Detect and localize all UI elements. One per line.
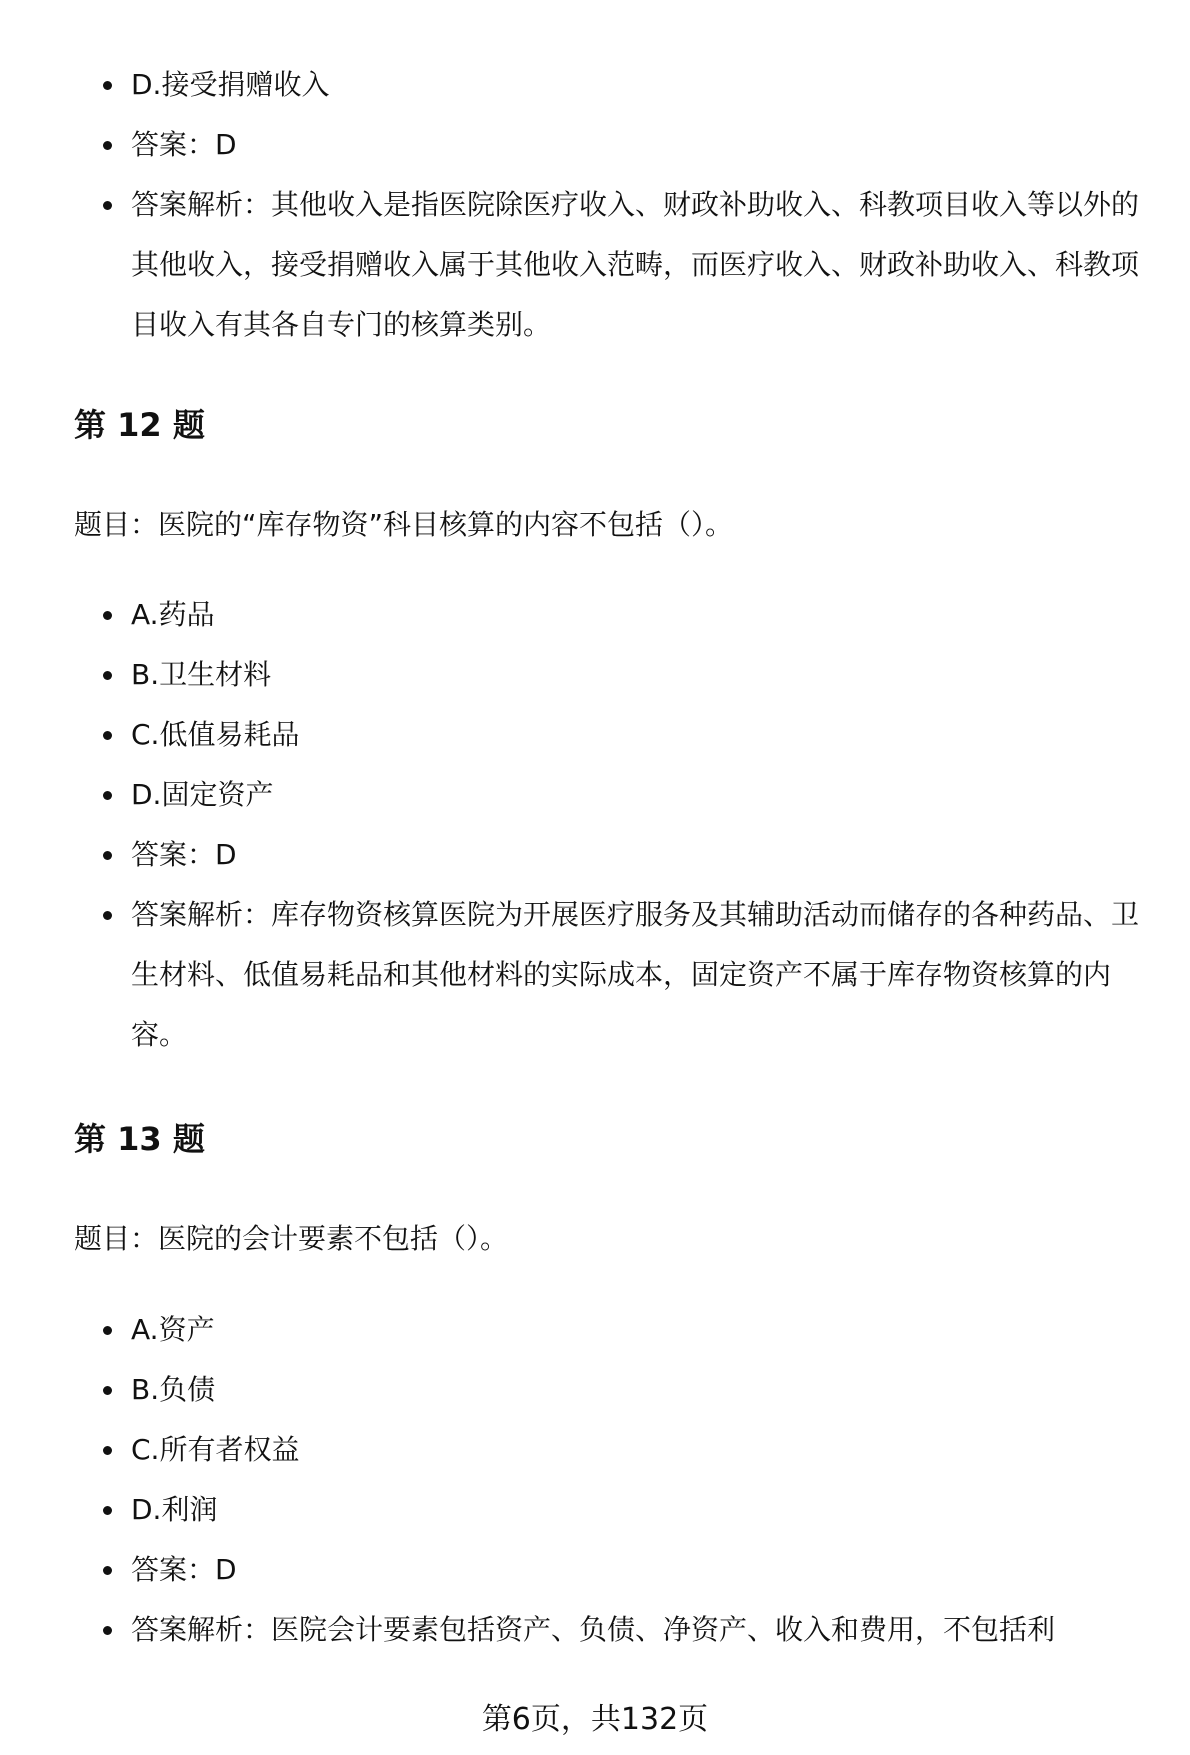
bullet-icon	[103, 1326, 112, 1335]
answer	[0, 115, 1190, 175]
option-text: C.所有者权益	[131, 1433, 300, 1466]
bullet-icon	[103, 791, 112, 800]
option-d	[0, 765, 1190, 825]
option-a	[0, 1300, 1190, 1360]
option-text: D.接受捐赠收入	[131, 68, 330, 101]
answer-explanation	[0, 885, 1190, 1065]
answer	[0, 1540, 1190, 1600]
bullet-icon	[103, 911, 112, 920]
option-text: D.固定资产	[131, 778, 274, 811]
bullet-icon	[103, 671, 112, 680]
answer-text: 答案：D	[131, 838, 237, 871]
bullet-icon	[103, 851, 112, 860]
bullet-icon	[103, 611, 112, 620]
bullet-icon	[103, 1626, 112, 1635]
question-heading: 第 13 题	[74, 1120, 205, 1158]
bullet-icon	[103, 1506, 112, 1515]
bullet-icon	[103, 1566, 112, 1575]
option-list-q13	[0, 1300, 1190, 1660]
option-d	[0, 55, 1190, 115]
bullet-icon	[103, 1446, 112, 1455]
bullet-icon	[103, 1386, 112, 1395]
answer-explanation	[0, 1600, 1190, 1660]
bullet-icon	[103, 81, 112, 90]
option-text: A.资产	[131, 1313, 215, 1346]
option-c	[0, 1420, 1190, 1480]
answer-text: 答案：D	[131, 1553, 237, 1586]
bullet-icon	[103, 731, 112, 740]
explanation-text: 答案解析：库存物资核算医院为开展医疗服务及其辅助活动而储存的各种药品、卫生材料、低值易耗品和其他材料的实际成本，固定资产不属于库存物资核算的内容。	[131, 898, 1140, 1051]
option-text: B.负债	[131, 1373, 216, 1406]
question-stem: 题目：医院的“库存物资”科目核算的内容不包括（）。	[74, 508, 734, 541]
option-c	[0, 705, 1190, 765]
bullet-icon	[103, 201, 112, 210]
option-list-q12	[0, 585, 1190, 1065]
page-footer: 第6页，共132页	[481, 1702, 709, 1737]
option-a	[0, 585, 1190, 645]
option-b	[0, 1360, 1190, 1420]
option-text: B.卫生材料	[131, 658, 272, 691]
option-d	[0, 1480, 1190, 1540]
answer	[0, 825, 1190, 885]
option-text: D.利润	[131, 1493, 218, 1526]
answer-text: 答案：D	[131, 128, 237, 161]
option-b	[0, 645, 1190, 705]
option-text: A.药品	[131, 598, 215, 631]
answer-list-q11	[0, 55, 1190, 355]
option-text: C.低值易耗品	[131, 718, 300, 751]
question-stem: 题目：医院的会计要素不包括（）。	[74, 1222, 509, 1255]
question-heading: 第 12 题	[74, 406, 205, 444]
bullet-icon	[103, 141, 112, 150]
explanation-text: 答案解析：其他收入是指医院除医疗收入、财政补助收入、科教项目收入等以外的其他收入，接受捐赠收入属于其他收入范畴，而医疗收入、财政补助收入、科教项目收入有其各自专门的核算类别。	[131, 188, 1140, 341]
answer-explanation	[0, 175, 1190, 355]
explanation-text: 答案解析：医院会计要素包括资产、负债、净资产、收入和费用，不包括利	[131, 1613, 1056, 1646]
